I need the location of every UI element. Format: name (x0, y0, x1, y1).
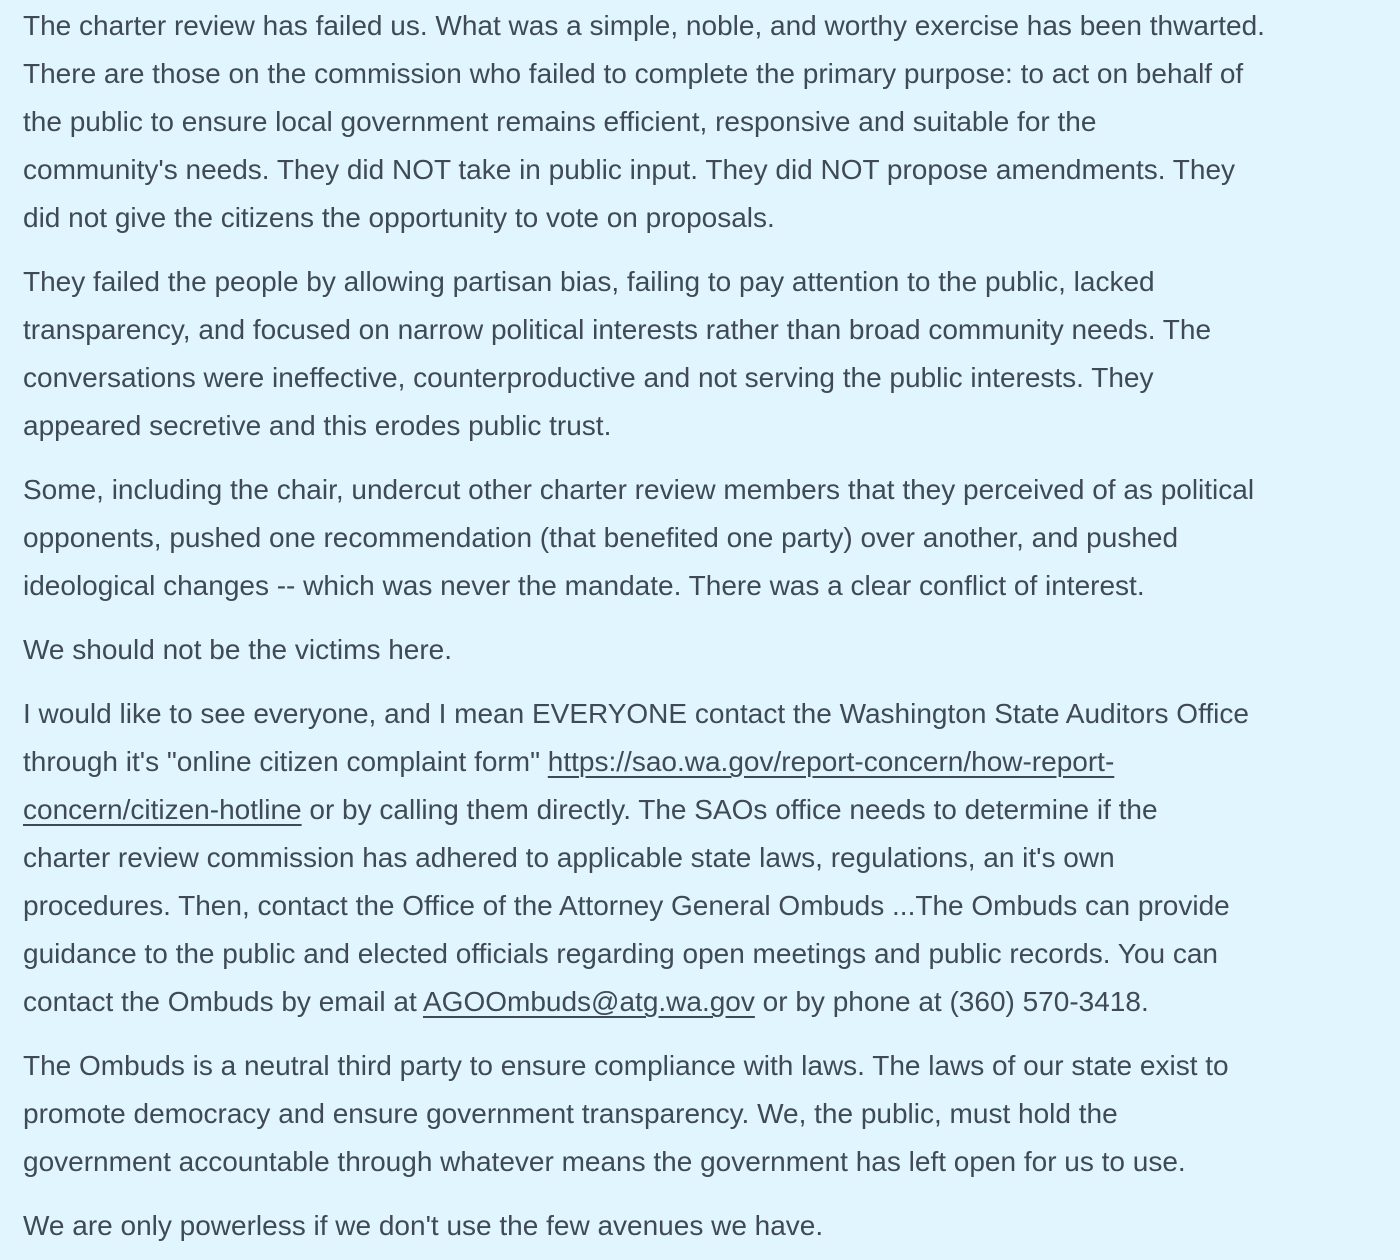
text-line (23, 738, 1400, 786)
text-line: opponents, pushed one recommendation (that benefited one party) over another, and pushed (23, 522, 1179, 553)
text-line (23, 978, 1400, 1026)
paragraph-ombuds-neutral (23, 1042, 1400, 1186)
paragraph-failed-the-people (23, 258, 1400, 450)
text-segment: or by phone at (360) 570-3418. (754, 986, 1149, 1017)
paragraph-charter-review-failed (23, 2, 1400, 242)
text-line: guidance to the public and elected officials regarding open meetings and public records. You can (23, 938, 1218, 969)
paragraph-conflict-of-interest (23, 466, 1400, 610)
text-line: did not give the citizens the opportunity to vote on proposals. (23, 202, 775, 233)
text-line: government accountable through whatever means the government has left open for us to use. (23, 1146, 1186, 1177)
text-line: promote democracy and ensure government transparency. We, the public, must hold the (23, 1098, 1118, 1129)
text-line: transparency, and focused on narrow political interests rather than broad community needs. The (23, 314, 1212, 345)
sao-citizen-hotline-link-continued[interactable]: concern/citizen-hotline (23, 794, 302, 825)
text-line: They failed the people by allowing partisan bias, failing to pay attention to the public, lacked (23, 266, 1155, 297)
message-body (0, 2, 1400, 1260)
text-segment: or by calling them directly. The SAOs office needs to determine if the (301, 794, 1158, 825)
sao-citizen-hotline-link[interactable]: https://sao.wa.gov/report-concern/how-report- (547, 746, 1115, 777)
text-line: There are those on the commission who failed to complete the primary purpose: to act on behalf of (23, 58, 1244, 89)
text-line: the public to ensure local government remains efficient, responsive and suitable for the (23, 106, 1097, 137)
text-line: appeared secretive and this erodes public trust. (23, 410, 612, 441)
text-line: I would like to see everyone, and I mean EVERYONE contact the Washington State Auditors Office (23, 698, 1249, 729)
ombuds-email-link[interactable]: AGOOmbuds@atg.wa.gov (422, 986, 755, 1017)
paragraph-not-victims (23, 626, 1400, 674)
text-segment: contact the Ombuds by email at (23, 986, 423, 1017)
text-line: ideological changes -- which was never the mandate. There was a clear conflict of interest. (23, 570, 1145, 601)
text-line: We should not be the victims here. (23, 634, 453, 665)
text-line: community's needs. They did NOT take in public input. They did NOT propose amendments. They (23, 154, 1236, 185)
text-line: conversations were ineffective, counterproductive and not serving the public interests. They (23, 362, 1154, 393)
text-line: procedures. Then, contact the Office of the Attorney General Ombuds ...The Ombuds can provide (23, 890, 1230, 921)
text-segment: through it's "online citizen complaint form" (23, 746, 548, 777)
text-line: We are only powerless if we don't use the few avenues we have. (23, 1210, 824, 1241)
paragraph-only-powerless (23, 1202, 1400, 1250)
text-line: The Ombuds is a neutral third party to ensure compliance with laws. The laws of our state exist to (23, 1050, 1229, 1081)
text-line: Some, including the chair, undercut other charter review members that they perceived of as political (23, 474, 1255, 505)
text-line: The charter review has failed us. What was a simple, noble, and worthy exercise has been thwarted. (23, 10, 1265, 41)
text-line: charter review commission has adhered to applicable state laws, regulations, an it's own (23, 842, 1115, 873)
text-line (23, 786, 1400, 834)
paragraph-contact-auditors (23, 690, 1400, 1026)
